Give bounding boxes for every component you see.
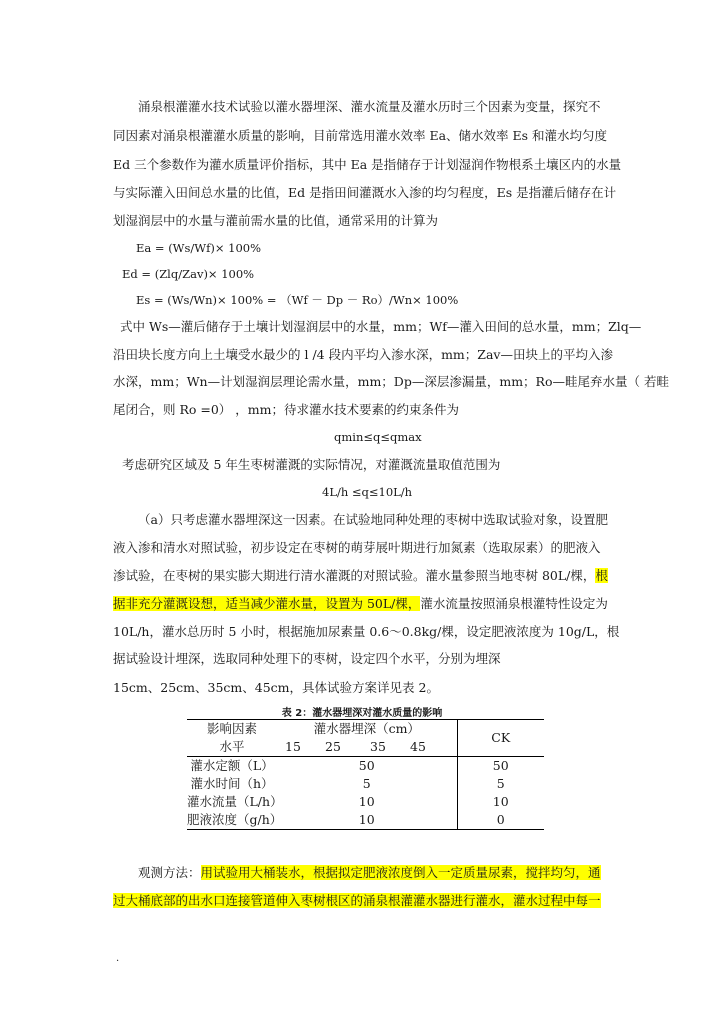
para2-line2: 沿田块长度方向上土壤受水最少的 l /4 段内平均入渗水深，mm；Zav—田块上的平均入渗 — [113, 347, 613, 362]
row-label: 灌水时间（h） — [190, 776, 274, 791]
para2-line4: 尾闭合，则 Ro =0） ，mm；待求灌水技术要素的约束条件为 — [113, 402, 459, 417]
para4-line4 — [113, 596, 608, 612]
highlight-text: 用试验用大桶装水，根据拟定肥液浓度倒入一定质量尿素，搅拌均匀，通 — [200, 865, 601, 880]
table-row — [187, 775, 544, 793]
para2-line3: 水深，mm；Wn—计划湿润层理论需水量，mm；Dp—深层渗漏量，mm；Ro—畦尾弃水量（ 若畦 — [113, 374, 669, 389]
row-label: 肥液浓度（g/h） — [187, 811, 277, 830]
highlight-text: 据非充分灌溉设想，适当减少灌水量，设置为 50L/棵， — [113, 596, 421, 611]
table-header-row — [187, 720, 544, 739]
table-row — [187, 811, 544, 830]
experiment-table — [187, 719, 544, 830]
ck-header: CK — [457, 720, 544, 757]
row-value: 50 — [358, 758, 375, 773]
level-value: 35 — [357, 738, 399, 757]
para5-line2 — [113, 893, 601, 909]
row-value: 10 — [277, 811, 457, 830]
para1-line1: 涌泉根灌灌水技术试验以灌水器埋深、灌水流量及灌水历时三个因素为变量，探究不 — [138, 99, 601, 114]
highlight-text: 过大桶底部的出水口连接管道伸入枣树根区的涌泉根灌灌水器进行灌水，灌水过程中每一 — [113, 893, 601, 908]
formula-es: Es = (Ws/Wn)× 100% = （Wf － Dp － Ro）/Wn× 100% — [136, 293, 459, 307]
row-ck-value: 50 — [457, 757, 544, 776]
row-ck-value: 10 — [457, 793, 544, 811]
level-value: 25 — [309, 738, 357, 757]
level-header: 水平 — [187, 738, 277, 757]
level-value: 45 — [399, 738, 437, 757]
row-ck-value: 5 — [457, 775, 544, 793]
para4-line3-text: 渗试验，在枣树的果实膨大期进行清水灌溉的对照试验。灌水量参照当地枣树 80L/棵， — [113, 568, 596, 583]
depth-group-header: 灌水器埋深（cm） — [277, 720, 457, 739]
para1-line4: 与实际灌入田间总水量的比值，Ed 是指田间灌溉水入渗的均匀程度，Es 是指灌后储存在计 — [113, 185, 617, 200]
para4-line1: （a）只考虑灌水器埋深这一因素。在试验地同种处理的枣树中选取试验对象，设置肥 — [138, 512, 608, 527]
constraint-flow-range: 4L/h ≤q≤10L/h — [322, 485, 413, 499]
para3-line1: 考虑研究区域及 5 年生枣树灌溉的实际情况，对灌溉流量取值范围为 — [122, 457, 501, 472]
highlight-text: 根 — [595, 568, 608, 583]
row-value: 10 — [358, 794, 375, 809]
para4-line2: 液入渗和清水对照试验，初步设定在枣树的萌芽展叶期进行加氮素（选取尿素）的肥液入 — [113, 540, 601, 555]
para1-line3: Ed 三个参数作为灌水质量评价指标，其中 Ea 是指储存于计划湿润作物根系土壤区内的水量 — [113, 157, 622, 172]
para1-line5: 划湿润层中的水量与灌前需水量的比值，通常采用的计算为 — [113, 213, 439, 228]
level-value: 15 — [277, 738, 309, 757]
row-value: 5 — [362, 776, 371, 791]
row-label: 灌水流量（L/h） — [187, 794, 283, 809]
row-label: 灌水定额（L） — [190, 758, 274, 773]
formula-ea: Ea = (Ws/Wf)× 100% — [136, 241, 262, 255]
observation-lead: 观测方法： — [138, 865, 201, 880]
para5-line1 — [138, 865, 601, 881]
para2-line1: 式中 Ws—灌后储存于土壤计划湿润层中的水量，mm；Wf—灌入田间的总水量，mm；Zlq— — [120, 319, 642, 334]
table-row — [187, 757, 544, 776]
footer-mark: . — [116, 953, 120, 964]
para4-line3 — [113, 568, 608, 584]
table-row — [187, 793, 544, 811]
para4-line4-text: 灌水流量按照涌泉根灌特性设定为 — [420, 596, 608, 611]
para4-line6: 据试验设计埋深，选取同种处理下的枣树，设定四个水平，分别为埋深 — [113, 651, 501, 666]
factor-header: 影响因素 — [187, 720, 277, 739]
constraint-q-minmax: qmin≤q≤qmax — [334, 430, 422, 444]
formula-ed: Ed = (Zlq/Zav)× 100% — [122, 267, 255, 281]
para4-line7: 15cm、25cm、35cm、45cm，具体试验方案详见表 2。 — [113, 680, 439, 695]
table-caption: 表 2：灌水器埋深对灌水质量的影响 — [281, 708, 443, 719]
row-ck-value: 0 — [457, 811, 544, 830]
para4-line5: 10L/h，灌水总历时 5 小时，根据施加尿素量 0.6～0.8kg/棵，设定肥液浓度为 10g/L，根 — [113, 624, 620, 639]
para1-line2: 同因素对涌泉根灌灌水质量的影响，目前常选用灌水效率 Ea、储水效率 Es 和灌水均匀度 — [113, 128, 608, 143]
